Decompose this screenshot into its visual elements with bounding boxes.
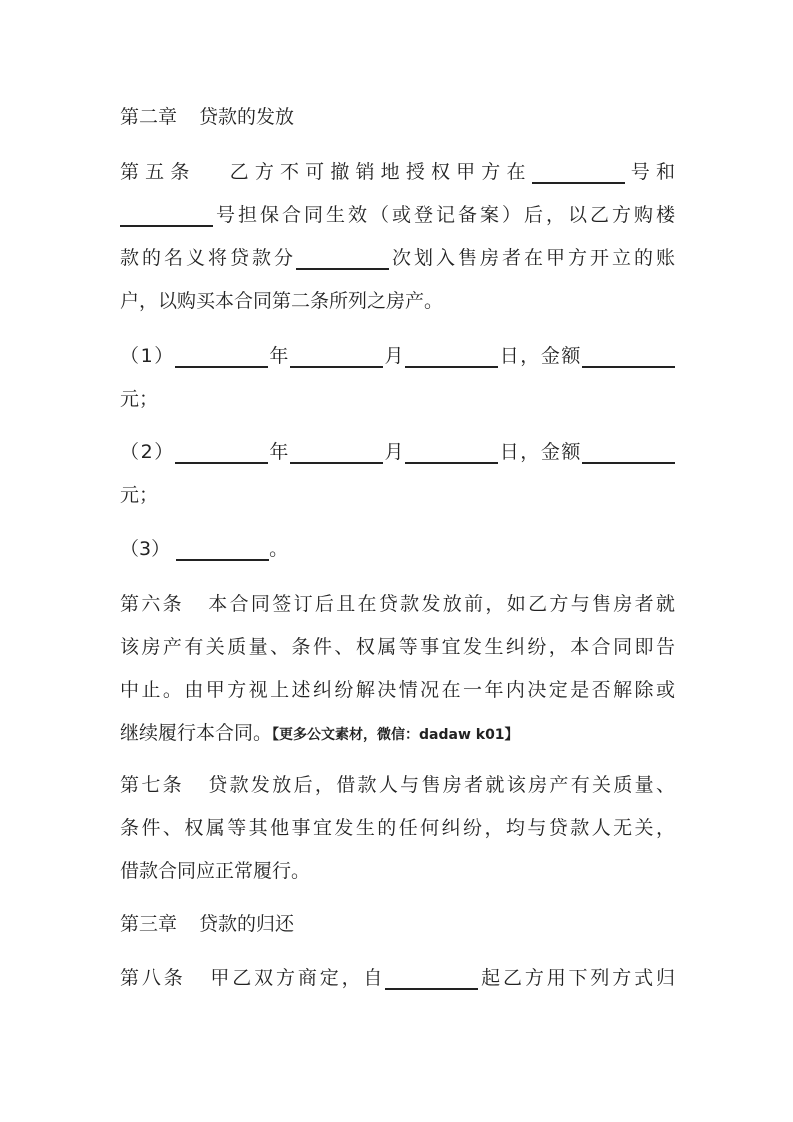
item-label: （1）: [120, 345, 175, 367]
article-8-text: 甲乙双方商定，自: [207, 967, 386, 989]
item-text: 元；: [120, 484, 159, 506]
article-6-text: 继续履行本合同。: [120, 722, 273, 744]
item-label: （2）: [120, 441, 175, 463]
blank-field[interactable]: [532, 162, 625, 184]
blank-field[interactable]: [385, 968, 478, 990]
blank-field[interactable]: [175, 346, 268, 368]
chapter-title: 贷款的发放: [199, 106, 295, 128]
blank-field[interactable]: [120, 205, 213, 227]
item-label: （3）: [120, 538, 171, 560]
chapter-number: 第三章: [120, 913, 178, 935]
article-7-line-3: [120, 859, 675, 883]
blank-field[interactable]: [290, 346, 383, 368]
item-3-line: [120, 537, 675, 561]
article-6-text: 该房产有关质量、条件、权属等事宜发生纠纷，本合同即告: [120, 636, 675, 658]
article-7-text: 条件、权属等其他事宜发生的任何纠纷，均与贷款人无关，: [120, 817, 675, 839]
article-7-text: 借款合同应正常履行。: [120, 860, 311, 882]
item-2-line-1: [120, 440, 675, 464]
item-text: 月: [382, 345, 406, 367]
item-text: 元；: [120, 388, 159, 410]
article-7-line-1: [120, 773, 675, 797]
article-5-text: 号和: [624, 161, 675, 183]
chapter-title: 贷款的归还: [199, 913, 295, 935]
article-5-heading: 第五条: [120, 161, 196, 183]
chapter-heading: [120, 105, 675, 129]
blank-field[interactable]: [290, 442, 383, 464]
promo-note: 【更多公文素材，微信：dadaw k01】: [272, 727, 519, 743]
article-6-line-3: [120, 678, 675, 702]
chapter-number: 第二章: [120, 106, 178, 128]
item-text: 月: [382, 441, 406, 463]
article-8-line-1: [120, 966, 675, 990]
item-1-line-1: [120, 344, 675, 368]
blank-field[interactable]: [405, 442, 498, 464]
blank-field[interactable]: [296, 248, 389, 270]
blank-field[interactable]: [582, 346, 675, 368]
article-6-line-1: [120, 592, 675, 616]
article-5-text: 乙方不可撤销地授权甲方在: [223, 161, 532, 183]
article-6-line-2: [120, 635, 675, 659]
item-text: 年: [267, 441, 290, 463]
item-1-line-2: [120, 387, 675, 411]
article-7-heading: 第七条: [120, 774, 184, 796]
item-text: 日，金额: [498, 441, 582, 463]
article-6-text: 本合同签订后且在贷款发放前，如乙方与售房者就: [205, 593, 675, 615]
article-5-line-4: [120, 289, 675, 313]
article-8-heading: 第八条: [120, 967, 186, 989]
item-text: 年: [267, 345, 290, 367]
blank-field[interactable]: [582, 442, 675, 464]
article-7-text: 贷款发放后，借款人与售房者就该房产有关质量、: [205, 774, 675, 796]
article-5-text: 户，以购买本合同第二条所列之房产。: [120, 290, 444, 312]
chapter-heading: [120, 912, 675, 936]
article-7-line-2: [120, 816, 675, 840]
article-6-heading: 第六条: [120, 593, 184, 615]
article-6-text: 中止。由甲方视上述纠纷解决情况在一年内决定是否解除或: [120, 679, 675, 701]
article-5-line-2: [120, 203, 675, 227]
article-5-line-3: [120, 246, 675, 270]
item-text: 日，金额: [498, 345, 582, 367]
blank-field[interactable]: [175, 442, 268, 464]
article-5-text: 款的名义将贷款分: [120, 247, 296, 269]
blank-field[interactable]: [405, 346, 498, 368]
article-5-text: 次划入售房者在甲方开立的账: [389, 247, 675, 269]
article-8-text: 起乙方用下列方式归: [478, 967, 675, 989]
article-6-line-4: [120, 721, 675, 747]
item-2-line-2: [120, 483, 675, 507]
blank-field[interactable]: [176, 539, 269, 561]
article-5-line-1: [120, 160, 675, 184]
article-5-text: 号担保合同生效（或登记备案）后，以乙方购楼: [213, 204, 675, 226]
item-text: 。: [269, 538, 289, 560]
